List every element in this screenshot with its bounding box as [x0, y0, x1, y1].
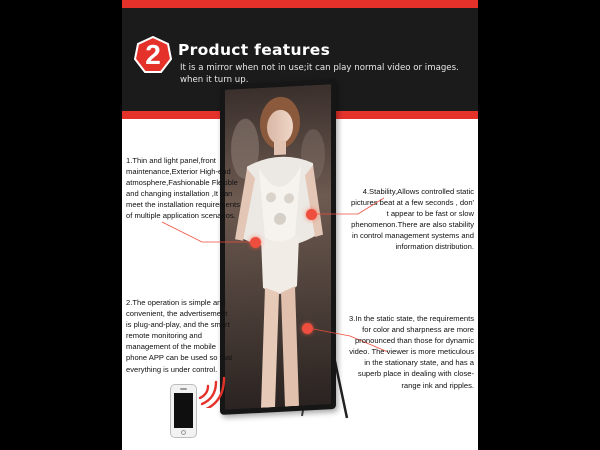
callout-dot-1 — [250, 237, 261, 248]
page-subtitle: It is a mirror when not in use;it can play normal video or images. when it turn up. — [180, 63, 459, 85]
feature-4-text: 4.Stability,Allows controlled static pictures beat at a few seconds , don' t appear to be fast or slow phenomenon.There are also stability in control management systems and information distribution. — [350, 187, 474, 252]
product-features-sheet — [122, 0, 478, 450]
page-title: Product features — [178, 41, 331, 59]
feature-1-text: 1.Thin and light panel,front maintenance,Exterior High-end atmosphere,Fashionable Flexible and changing installation ,It can meet the installation requirements of multiple application scenarios. — [126, 156, 240, 221]
callout-dot-3 — [302, 323, 313, 334]
section-number: 2 — [145, 39, 161, 70]
feature-2-text: 2.The operation is simple and convenient, the advertisement is plug-and-play, and the smart remote monitoring and management of the mobile phone APP can be used so that everything is under control. — [126, 298, 233, 374]
callout-dot-4 — [306, 209, 317, 220]
feature-3-text: 3.In the static state, the requirements for color and sharpness are more pronounced than those for dynamic video. The viewer is more meticulous in the stationary state, and has a superb place in dealing with close-range ink and ripples. — [349, 314, 474, 390]
wifi-signal-icon — [196, 368, 230, 408]
smartphone-icon — [170, 384, 197, 438]
